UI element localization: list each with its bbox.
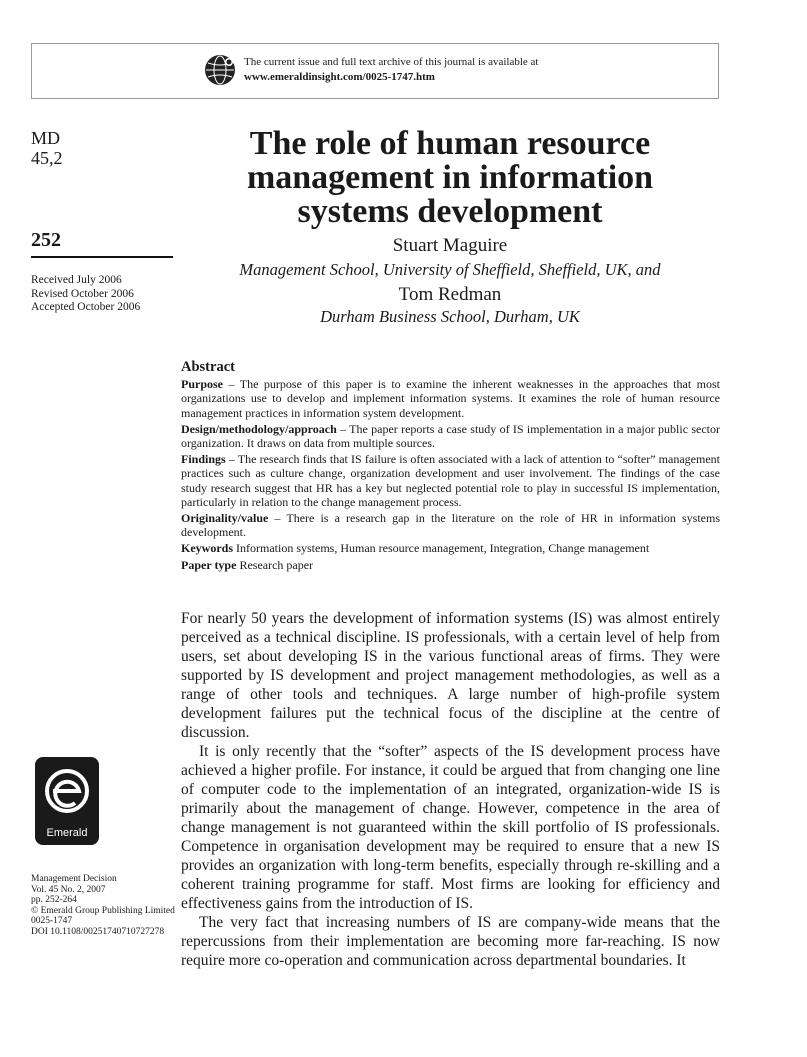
keywords: [181, 541, 720, 555]
abstract-text: – There is a research gap in the literature on the role of HR in information systems development.: [181, 511, 720, 540]
journal-abbreviation: MD: [31, 128, 61, 148]
abstract-label: Originality/value: [181, 511, 269, 526]
globe-icon: [204, 54, 236, 86]
citation-line: © Emerald Group Publishing Limited: [31, 905, 175, 916]
citation-line: Management Decision: [31, 874, 117, 884]
margin-divider: [31, 256, 173, 258]
journal-url-link[interactable]: www.emeraldinsight.com/0025-1747.htm: [244, 71, 435, 83]
abstract-section-design: [181, 422, 720, 450]
abstract-heading: Abstract: [181, 359, 235, 375]
body-paragraph: It is only recently that the “softer” aspects of the IS development process have achieved a higher profile. For instance, it could be argued that from changing one line of computer code to the implementation of an integrated, organization-wide IS is primarily about the management of change. However, competence in the area of change management is not guaranteed within the skill portfolio of IS professionals. Competence in organisation development may be required to ensure that a new IS provides an organization with long-term benefits, especially through re-skilling and a coherent training programme for staff. Most firms are looking for efficiency and effectiveness gains from the introduction of IS.: [181, 743, 720, 912]
abstract-text: – The paper reports a case study of IS implementation in a major public sector organization. It draws on data from multiple sources.: [181, 421, 720, 451]
abstract-section-originality: [181, 511, 720, 539]
keywords-label: Keywords: [181, 541, 233, 556]
received-date: Received July 2006: [31, 274, 122, 286]
abstract-text: – The purpose of this paper is to examine the inherent weaknesses in the approaches that most organizations use to develop and implement information systems. It examines the role of human resource management practices in information system development.: [181, 377, 720, 420]
volume-issue: 45,2: [31, 148, 63, 168]
citation-line: DOI 10.1108/00251740710727278: [31, 926, 165, 937]
author-name: Stuart Maguire: [392, 235, 508, 256]
paper-type: [181, 558, 720, 572]
body-paragraph: For nearly 50 years the development of information systems (IS) was almost entirely perceived as a technical discipline. IS professionals, with a certain level of help from users, set about developing IS in the various functional areas of firms. They were supported by IS development and project management methodologies, as well as a range of other tools and techniques. A large number of high-profile system development failures put the technical focus of the discipline at the centre of discussion.: [181, 610, 720, 741]
citation-line: pp. 252-264: [31, 895, 77, 906]
abstract-label: Design/methodology/approach: [181, 421, 337, 436]
author-name: Tom Redman: [398, 284, 502, 305]
author-affiliation: Management School, University of Sheffield, Sheffield, UK, and: [239, 260, 661, 279]
abstract-section-purpose: [181, 377, 720, 420]
paper-type-text: Research paper: [236, 557, 314, 572]
journal-archive-banner: [31, 43, 719, 99]
abstract-section-findings: [181, 452, 720, 509]
abstract: [181, 360, 720, 574]
abstract-label: Purpose: [181, 377, 223, 392]
emerald-logo-icon: [35, 757, 99, 845]
banner-text: The current issue and full text archive of this journal is available at: [244, 56, 539, 68]
author-affiliation: Durham Business School, Durham, UK: [320, 307, 580, 326]
article-title: [180, 127, 720, 229]
submission-dates: [31, 274, 140, 315]
abstract-label: Findings: [181, 452, 226, 467]
citation-line: Vol. 45 No. 2, 2007: [31, 884, 106, 895]
title-line: systems development: [297, 193, 603, 230]
page-number: 252: [31, 229, 61, 251]
logo-text: Emerald: [46, 827, 88, 839]
paper-type-label: Paper type: [181, 557, 237, 572]
title-line: management in information: [246, 159, 654, 196]
revised-date: Revised October 2006: [31, 287, 134, 300]
title-line: The role of human resource: [249, 125, 651, 162]
body-paragraph: The very fact that increasing numbers of IS are company-wide means that the repercussions from their implementation are becoming more far-reaching. IS now require more co-operation and communication across departmental boundaries. It: [181, 914, 720, 969]
keywords-text: Information systems, Human resource management, Integration, Change management: [233, 541, 650, 556]
citation-block: [31, 874, 175, 938]
citation-line: 0025-1747: [31, 916, 73, 927]
article-body: [181, 609, 720, 970]
abstract-text: – The research finds that IS failure is often associated with a lack of attention to “softer” management practices such as culture change, organization development and user involvement. The findings of the case study research suggest that HR has a key but neglected potential role to play in successful IS implementation, particularly in relation to the change management process.: [181, 452, 720, 509]
accepted-date: Accepted October 2006: [31, 301, 141, 313]
